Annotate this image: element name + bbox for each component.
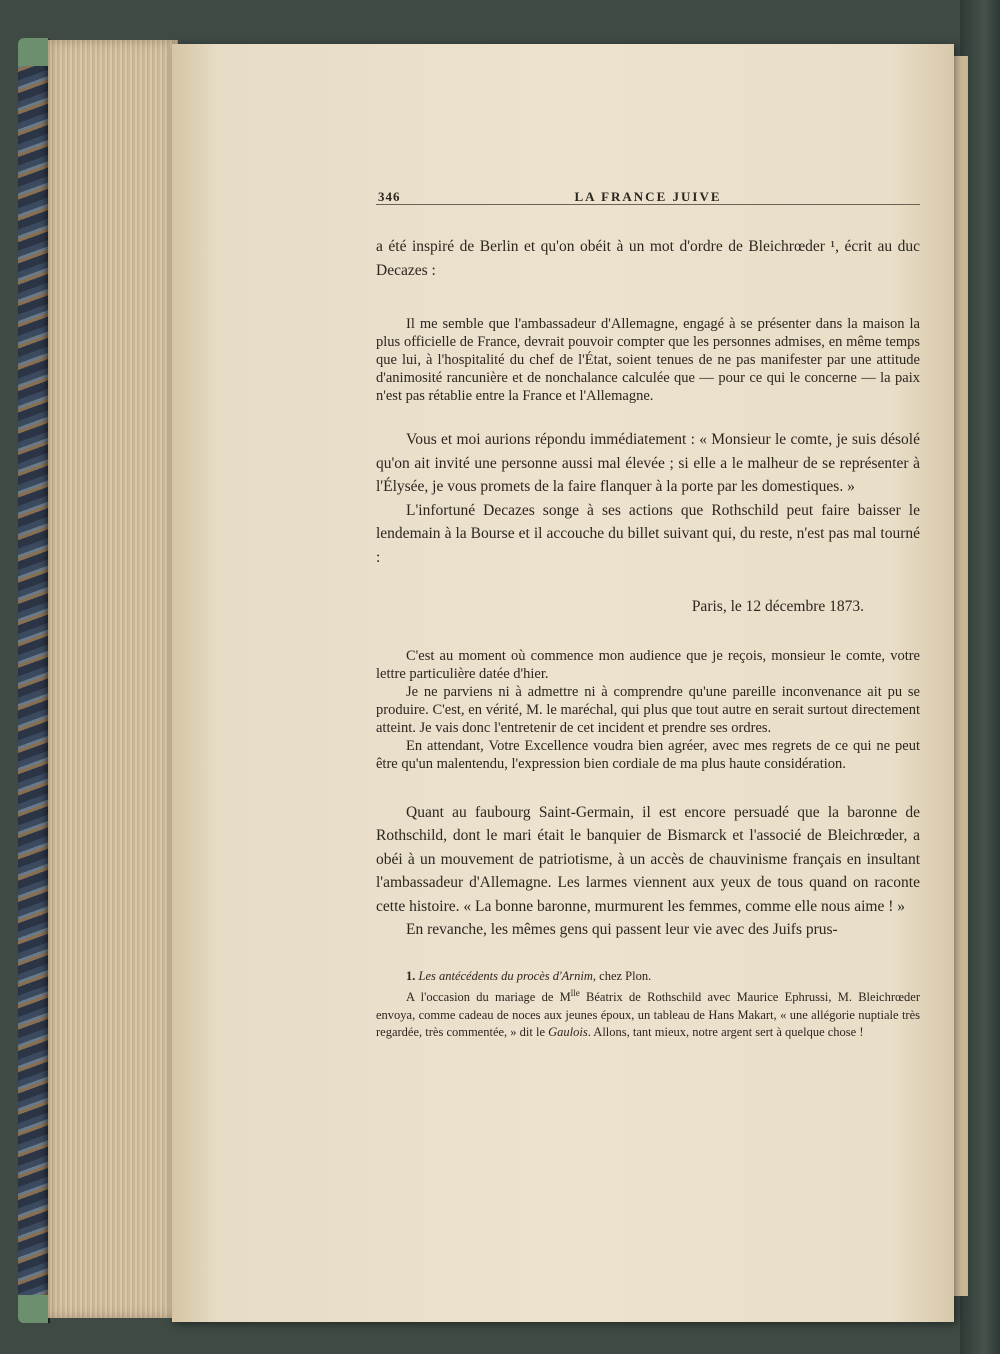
facing-page-edge	[954, 56, 968, 1296]
marbled-spine	[18, 38, 50, 1323]
letter-paragraph: C'est au moment où commence mon audience que je reçois, monsieur le comte, votre lettre particulière datée d'hier.	[376, 647, 920, 682]
paragraph-response: Vous et moi aurions répondu immédiatement : « Monsieur le comte, je suis désolé qu'on ait invité une personne aussi mal élevée ; si elle a le malheur de se représenter à l'Élysée, je vous promets de la faire flanquer à la porte par les domestiques. »	[376, 431, 920, 495]
footnote-source-publisher: chez Plon.	[596, 968, 652, 983]
footnote-text-part: . Allons, tant mieux, notre argent sert à quelque chose !	[587, 1025, 864, 1039]
footnote-gaulois: Gaulois	[548, 1025, 588, 1039]
footnote-superscript: lle	[570, 988, 580, 998]
running-title: LA FRANCE JUIVE	[574, 189, 722, 204]
footnote-text-part: Béatrix de Rothschild avec Maurice Ephrussi, M. Bleichrœder envoya, comme cadeau de noces aux jeunes époux, un tableau de Hans Makart, « une allégorie nuptiale très regardée, très commentée, » dit le	[376, 990, 920, 1039]
footnote-text-part: A l'occasion du mariage de M	[406, 990, 571, 1004]
footnotes	[376, 968, 920, 1042]
footnote-source-title: Les antécédents du procès d'Arnim,	[418, 968, 597, 983]
footnote-text	[376, 985, 920, 1042]
letter-dateline: Paris, le 12 décembre 1873.	[691, 598, 864, 615]
spine-corner-top	[18, 38, 48, 66]
running-header	[376, 180, 920, 205]
paragraph-decazes: L'infortuné Decazes songe à ses actions que Rothschild peut faire baisser le lendemain à la Bourse et il accouche du billet suivant qui, du reste, n'est pas mal tourné :	[376, 501, 920, 566]
letter-paragraph: Je ne parviens ni à admettre ni à comprendre qu'une pareille inconvenance ait pu se produire. C'est, en vérité, M. le maréchal, qui plus que tout autre en serait surtout directement atteint. Je vais donc l'entretenir de cet incident et prendre ses ordres.	[376, 683, 920, 736]
intro-paragraph: a été inspiré de Berlin et qu'on obéit à un mot d'ordre de Bleichrœder ¹, écrit au duc Decazes :	[376, 238, 920, 279]
letter-paragraph: En attendant, Votre Excellence voudra bien agréer, avec mes regrets de ce qui ne peut être qu'un malentendu, l'expression bien cordiale de ma plus haute considération.	[376, 737, 920, 772]
quoted-passage: Il me semble que l'ambassadeur d'Allemagne, engagé à se présenter dans la maison la plus officielle de France, devrait pouvoir compter que les personnes admises, en même temps que lui, à l'hospitalité du chef de l'État, soient tenues de ne pas manifester par une attitude d'animosité rancunière et de nonchalance calculée que — pour ce qui le concerne — la paix n'est pas rétablie entre la France et l'Allemagne.	[376, 316, 920, 404]
footnote-1	[376, 968, 920, 986]
page-number: 346	[378, 189, 401, 204]
page-text	[376, 180, 920, 1042]
paragraph-faubourg: Quant au faubourg Saint-Germain, il est encore persuadé que la baronne de Rothschild, dont le mari était le banquier de Bismarck et l'associé de Bleichrœder, a obéi à un mouvement de patriotisme, à un accès de chauvinisme français en insultant l'ambassadeur d'Allemagne. Les larmes viennent aux yeux de tous quand on raconte cette histoire. « La bonne baronne, murmurent les femmes, comme elle nous aime ! »	[376, 803, 920, 915]
page-edges-stack	[48, 40, 178, 1318]
footnote-number: 1.	[406, 968, 416, 983]
letter-body	[376, 647, 920, 773]
spine-corner-bottom	[18, 1295, 48, 1323]
paragraph-revanche: En revanche, les mêmes gens qui passent leur vie avec des Juifs prus-	[406, 921, 838, 938]
